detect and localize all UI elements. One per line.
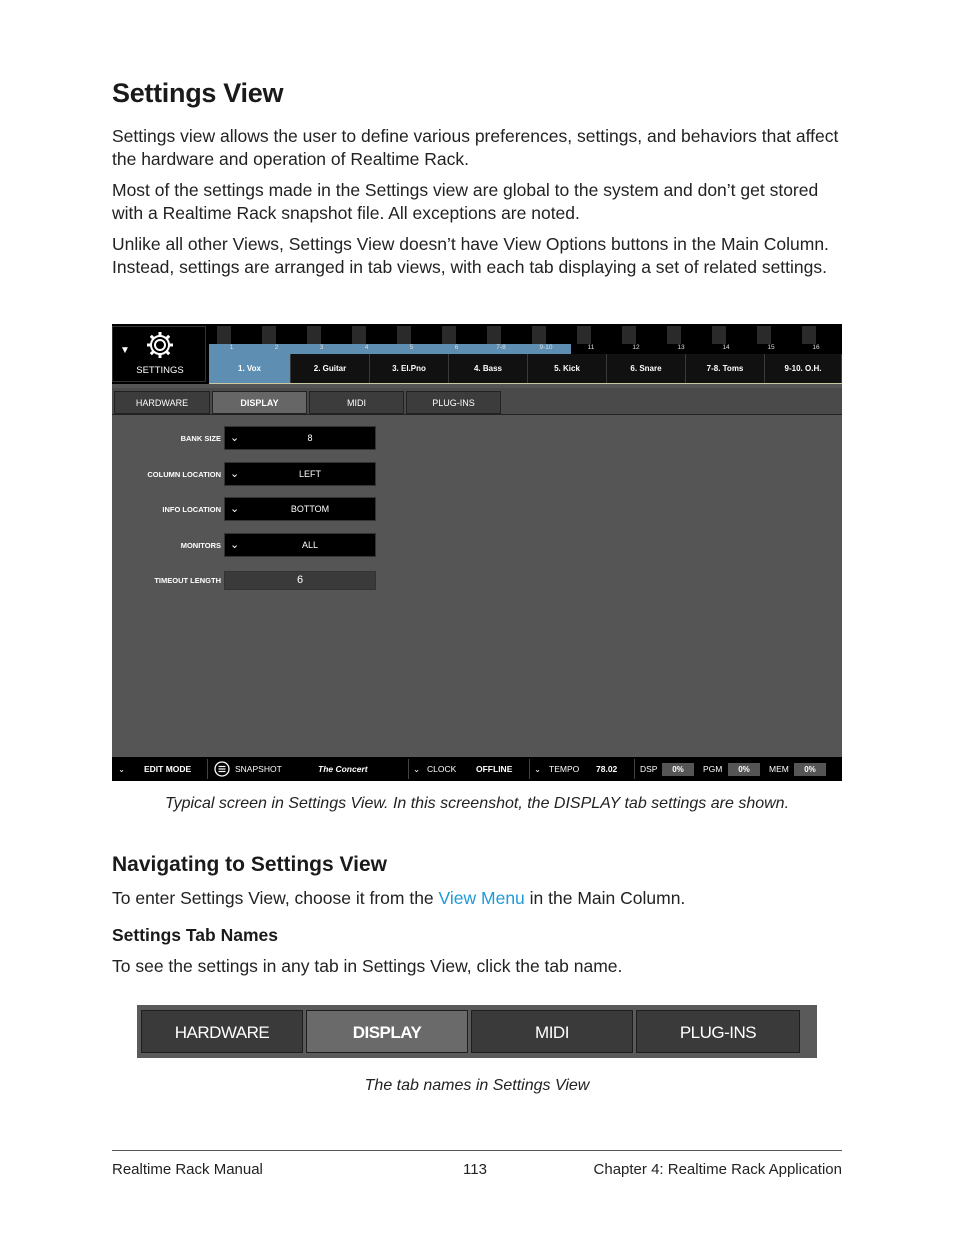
nav-text: in the Main Column. [524, 888, 686, 908]
chevron-down-icon: ⌄ [230, 503, 240, 515]
info-location-label: INFO LOCATION [162, 505, 221, 514]
nav-text: To enter Settings View, choose it from the [112, 888, 439, 908]
channel-button-snare[interactable]: 6. Snare [607, 354, 686, 384]
channel-number: 6 [454, 344, 459, 351]
info-location-dropdown[interactable] [224, 497, 376, 521]
channel-number: 1 [229, 344, 234, 351]
chevron-down-icon: ⌄ [230, 468, 240, 480]
column-location-label: COLUMN LOCATION [147, 470, 221, 479]
page-title: Settings View [112, 78, 284, 108]
timeout-length-field[interactable] [224, 571, 376, 590]
bank-size-value: 8 [307, 433, 313, 443]
tab-hardware[interactable]: HARDWARE [114, 391, 210, 414]
tab-hardware[interactable]: HARDWARE [141, 1010, 303, 1053]
tab-midi[interactable]: MIDI [309, 391, 404, 414]
timeout-length-label: TIMEOUT LENGTH [154, 576, 221, 585]
paragraph-global: Most of the settings made in the Settings view are global to the system and don’t get stored with a Realtime Rack snapshot file. All exceptions are noted. [112, 180, 819, 223]
channel-button-bass[interactable]: 4. Bass [449, 354, 528, 384]
channel-button-oh[interactable]: 9-10. O.H. [765, 354, 842, 384]
paragraph-intro: Settings view allows the user to define various preferences, settings, and behaviors that affect the hardware and operation of Realtime Rack. [112, 126, 839, 169]
paragraph-navigate [112, 887, 847, 910]
channel-button-guitar[interactable]: 2. Guitar [291, 354, 370, 384]
chevron-down-icon: ⌄ [230, 432, 240, 444]
tab-midi[interactable]: MIDI [471, 1010, 633, 1053]
caption-tab-names: The tab names in Settings View [364, 1077, 590, 1094]
snapshot-menu-icon[interactable] [214, 761, 230, 777]
tab-names-screenshot [137, 1005, 817, 1058]
tab-plug-ins[interactable]: PLUG-INS [636, 1010, 800, 1053]
monitors-label: MONITORS [180, 541, 221, 550]
timeout-length-value: 6 [296, 574, 304, 586]
chevron-down-icon[interactable]: ⌄ [118, 764, 126, 774]
tab-plug-ins[interactable]: PLUG-INS [406, 391, 501, 414]
channel-number: 3 [319, 344, 324, 351]
pgm-label: PGM [703, 764, 723, 774]
channel-strip [209, 324, 842, 384]
settings-tab-bar [112, 388, 842, 415]
settings-button[interactable] [112, 326, 206, 382]
tempo-label[interactable]: TEMPO [549, 764, 580, 774]
dsp-label: DSP [640, 764, 658, 774]
column-location-dropdown[interactable] [224, 462, 376, 486]
footer-page-number: 113 [463, 1161, 487, 1178]
paragraph-tab-names: To see the settings in any tab in Settings View, click the tab name. [112, 956, 623, 976]
channel-number: 16 [812, 344, 820, 351]
monitors-value: ALL [301, 540, 318, 550]
snapshot-label[interactable]: SNAPSHOT [235, 764, 282, 774]
top-bar [112, 324, 842, 384]
bank-size-dropdown[interactable] [224, 426, 376, 450]
settings-label: SETTINGS [136, 365, 184, 376]
clock-label[interactable]: CLOCK [427, 764, 457, 774]
column-location-value: LEFT [298, 469, 321, 479]
tempo-value: 78.02 [596, 764, 618, 774]
channel-number: 13 [677, 344, 685, 351]
settings-view-screenshot [112, 324, 842, 781]
footer-chapter: Chapter 4: Realtime Rack Application [593, 1161, 842, 1178]
channel-number: 12 [632, 344, 640, 351]
info-location-value: BOTTOM [290, 504, 330, 514]
chevron-down-icon[interactable]: ⌄ [413, 764, 421, 774]
channel-number: 2 [274, 344, 279, 351]
dsp-value: 0% [662, 763, 694, 776]
mem-value: 0% [794, 763, 826, 776]
footer-divider [112, 1150, 842, 1151]
channel-button-toms[interactable]: 7-8. Toms [686, 354, 765, 384]
channel-number: 11 [587, 344, 595, 351]
clock-value: OFFLINE [476, 764, 513, 774]
paragraph-tabs: Unlike all other Views, Settings View doesn’t have View Options buttons in the Main Column. Instead, settings are arranged in tab views, with each tab displaying a set of related settings. [112, 234, 829, 277]
chevron-down-icon[interactable]: ⌄ [534, 764, 542, 774]
chevron-down-icon: ⌄ [230, 539, 240, 551]
status-bar [112, 757, 842, 781]
caption-screenshot: Typical screen in Settings View. In this screenshot, the DISPLAY tab settings are shown. [164, 795, 790, 812]
pgm-value: 0% [728, 763, 760, 776]
gear-icon [146, 331, 174, 359]
channel-number: 9-10 [539, 344, 553, 351]
view-menu-link[interactable]: View Menu [438, 888, 525, 908]
channel-number: 5 [409, 344, 414, 351]
mem-label: MEM [769, 764, 789, 774]
chevron-down-icon: ▼ [120, 345, 130, 356]
tab-display[interactable]: DISPLAY [306, 1010, 468, 1053]
snapshot-name: The Concert [318, 764, 368, 774]
channel-number: 15 [767, 344, 775, 351]
selected-bank-bar [209, 344, 571, 354]
tab-display[interactable]: DISPLAY [212, 391, 307, 414]
channel-number: 4 [364, 344, 369, 351]
section-heading: Navigating to Settings View [112, 853, 387, 876]
monitors-dropdown[interactable] [224, 533, 376, 557]
subsection-heading: Settings Tab Names [112, 925, 278, 945]
footer-manual-title: Realtime Rack Manual [112, 1161, 263, 1178]
edit-mode-button[interactable]: EDIT MODE [144, 764, 192, 774]
channel-number: 7-8 [496, 344, 506, 351]
channel-button-vox[interactable]: 1. Vox [209, 354, 291, 384]
channel-button-kick[interactable]: 5. Kick [528, 354, 607, 384]
channel-number: 14 [722, 344, 730, 351]
bank-size-label: BANK SIZE [180, 434, 221, 443]
channel-button-elpno[interactable]: 3. El.Pno [370, 354, 449, 384]
